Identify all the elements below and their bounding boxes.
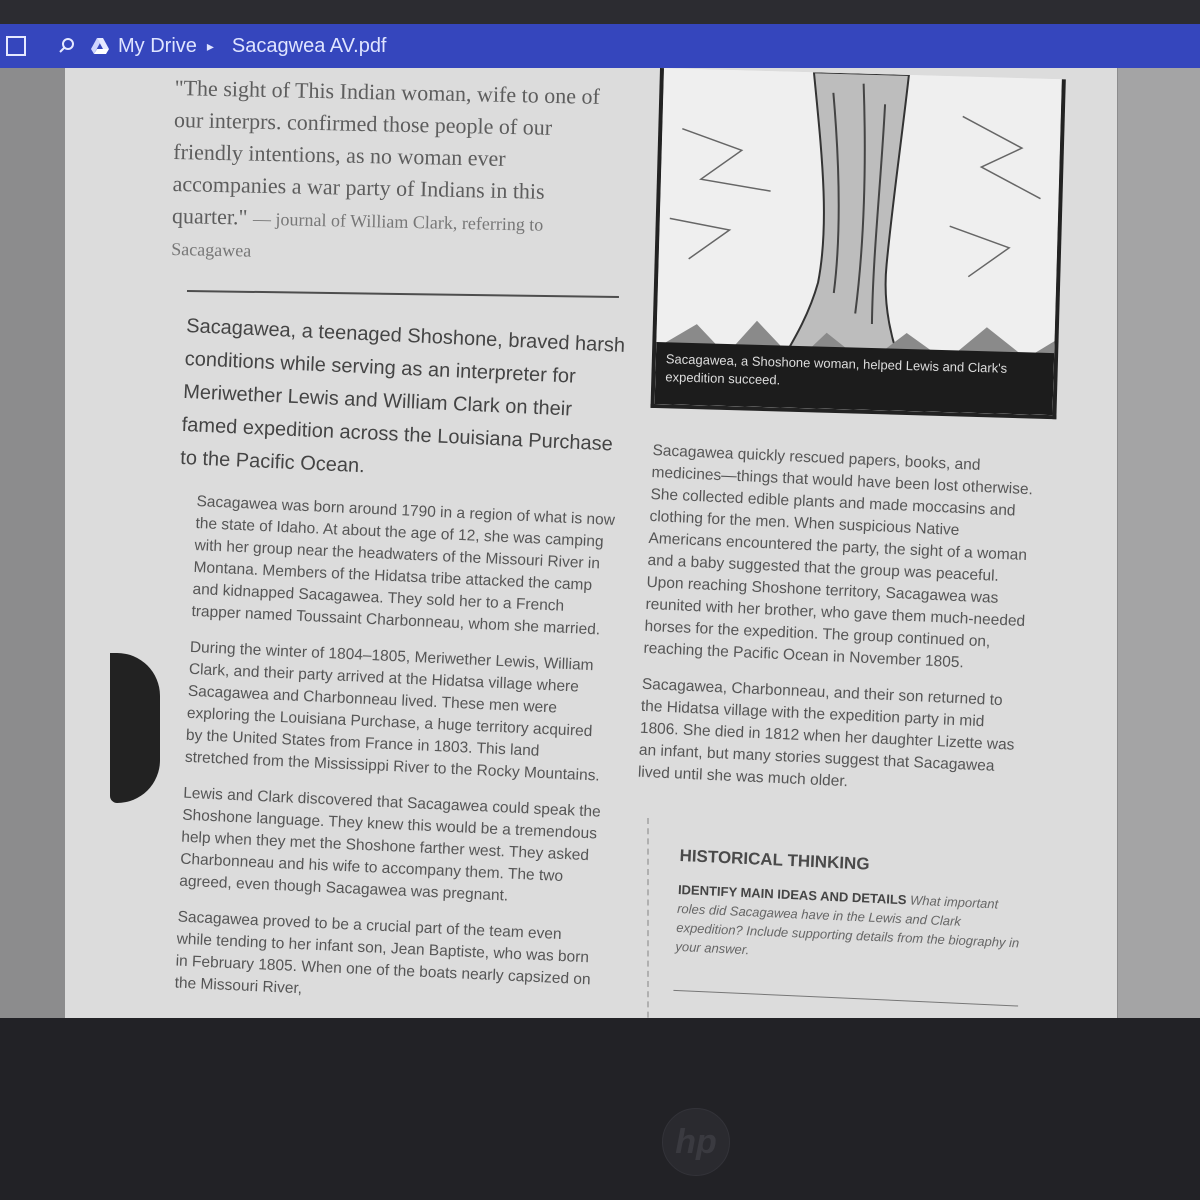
illustration-image (651, 68, 1066, 419)
hp-logo: hp (662, 1108, 730, 1176)
quote-block (171, 72, 615, 273)
left-column (174, 491, 617, 1018)
body-paragraph: Sacagawea, Charbonneau, and their son returned to the Hidatsa village with the expedition party in mid 1806. She died in 1812 when her daughter Lizette was an infant, but many stories suggest that Sacagawea lived until she was much older. (637, 675, 1015, 791)
search-icon[interactable] (58, 37, 76, 55)
file-name: Sacagwea AV.pdf (231, 34, 387, 57)
quote-text: "The sight of This Indian woman, wife to one of our interprs. confirmed those people of our friendly intentions, as no woman ever accompanies a war party of Indians in this quarter." (171, 74, 601, 230)
body-paragraph: Sacagawea quickly rescued papers, books, and medicines—things that would have been lost otherwise. She collected edible plants and made moccasins and clothing for the men. When suspicious Native Americans encountered the party, the sight of a woman and a baby suggested that the group was peaceful. Upon reaching Shoshone territory, Sacagawea was reunited with her brother, who gave them much-needed horses for the expedition. The group continued on, reaching the Pacific Ocean in November 1805. (643, 441, 1034, 672)
divider (187, 290, 619, 298)
google-drive-icon[interactable] (90, 37, 110, 55)
image-caption: Sacagawea, a Shoshone woman, helped Lewis and Clark's expedition succeed. (655, 342, 1055, 415)
historical-thinking-title: HISTORICAL THINKING (679, 846, 870, 874)
screen-top-edge (0, 0, 1200, 24)
pdf-viewer-toolbar (0, 24, 1200, 68)
body-paragraph: During the winter of 1804–1805, Meriwether Lewis, William Clark, and their party arrived at the Hidatsa village where Sacagawea and Charbonneau lived. These men were exploring the Louisiana Purchase, a huge territory acquired by the United States from France in 1803. This land stretched from the Mississippi River to the Rocky Mountains. (184, 638, 601, 785)
document-viewer[interactable] (0, 68, 1200, 1018)
pdf-page (65, 68, 1117, 1018)
laptop-bezel (0, 1018, 1200, 1200)
historical-thinking-prompt (675, 880, 1023, 972)
dark-shape (110, 653, 160, 803)
historical-thinking-box (672, 846, 1025, 1018)
viewer-margin (1118, 68, 1200, 1018)
column-separator (647, 818, 649, 1018)
right-column (637, 440, 1038, 815)
breadcrumb-my-drive[interactable]: My Drive (118, 34, 197, 57)
body-paragraph: Sacagawea was born around 1790 in a region of what is now the state of Idaho. At about the age of 12, she was camping with her group near the headwaters of the Missouri River in Montana. Members of the Hidatsa tribe attacked the camp and kidnapped Sacagawea. They sold her to a French trapper named Toussaint Charbonneau, whom she married. (191, 492, 616, 639)
sidebar-toggle-icon[interactable] (6, 36, 26, 56)
lead-paragraph: Sacagawea, a teenaged Shoshone, braved harsh conditions while serving as an interpreter for Meriwether Lewis and William Clark on their famed expedition across the Louisiana Purchase to the Pacific Ocean. (179, 314, 626, 478)
answer-line[interactable] (673, 990, 1018, 1007)
prompt-label: IDENTIFY MAIN IDEAS AND DETAILS (677, 881, 907, 908)
quote-source: — journal of William Clark, referring to Sacagawea (171, 208, 544, 261)
body-paragraph: Lewis and Clark discovered that Sacagawea could speak the Shoshone language. They knew this would be a tremendous help when they met the Shoshone farther west. They asked Charbonneau and his wife to accompany them. The two agreed, even though Sacagawea was pregnant. (178, 784, 602, 905)
prompt-question: What important roles did Sacagawea have in the Lewis and Clark expedition? Include supporting details from the biography in your answer. (675, 892, 1020, 958)
breadcrumb-separator-icon: ▸ (206, 37, 214, 54)
body-paragraph: Sacagawea proved to be a crucial part of the team even while tending to her infant son, Jean Baptiste, who was born in February 1805. When one of the boats nearly capsized on the Missouri River, (174, 908, 591, 998)
